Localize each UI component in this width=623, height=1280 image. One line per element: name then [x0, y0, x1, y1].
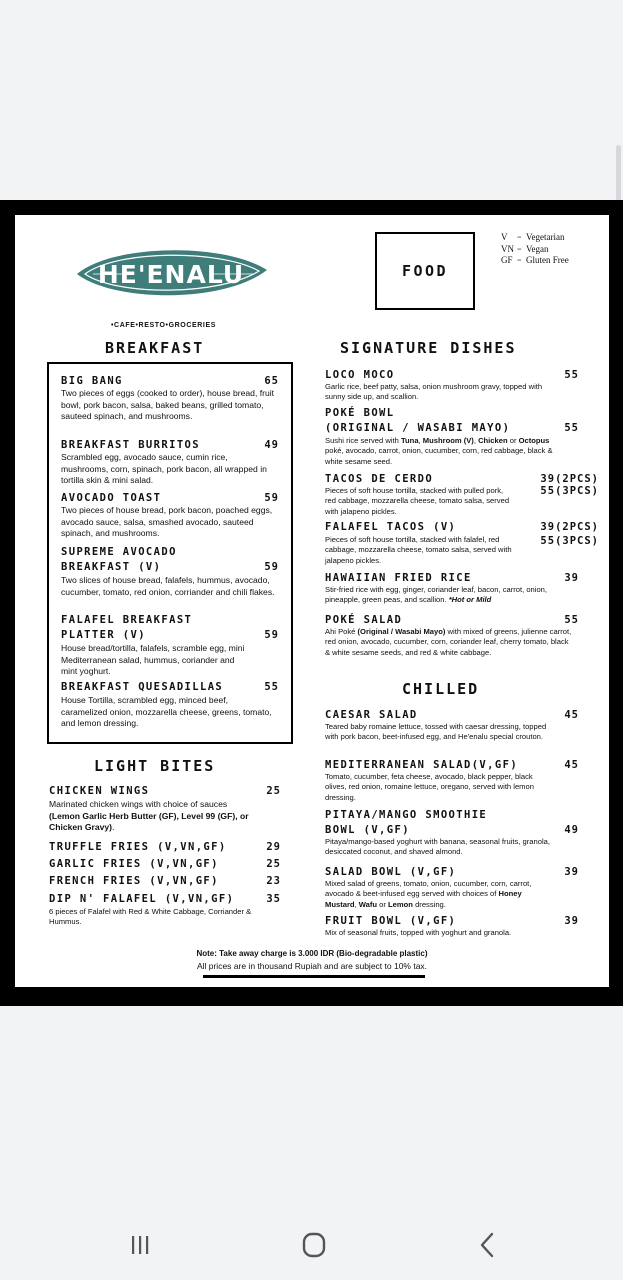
menu-item-desc: Two slices of house bread, falafels, hummus, avocado, cucumber, tomato, red onion, corriander and chili flakes. — [61, 575, 275, 597]
menu-item-name-line2: BOWL (V,GF) — [325, 824, 410, 836]
breakfast-box — [47, 362, 293, 744]
recent-apps-icon — [128, 1233, 152, 1257]
menu-item-price: 55(3PCS) — [540, 485, 599, 497]
menu-item-price: 55 — [264, 681, 279, 693]
menu-item-price: 55(3PCS) — [540, 535, 599, 547]
menu-item-desc: Ahi Poké (Original / Wasabi Mayo) with mixed of greens, julienne carrot, red onion, avocado, cucumber, corn, coriander leaf, cherry tomato, black & white sesame seeds, and red & white cabbage. — [325, 627, 572, 657]
home-icon — [301, 1232, 327, 1258]
legend-value: Gluten Free — [526, 255, 569, 265]
signature-heading: SIGNATURE DISHES — [340, 339, 517, 357]
menu-item-desc: Two pieces of eggs (cooked to order), house bread, fruit bowl, pork bacon, salsa, baked beans, grilled tomato, sauteed spinach, and mushrooms. — [61, 388, 275, 422]
menu-item-desc: Tomato, cucumber, feta cheese, avocado, black pepper, black olives, red onion, romaine lettuce, oregano, served with lemon dressing. — [325, 772, 534, 802]
menu-item-desc: Pitaya/mango-based yoghurt with banana, seasonal fruits, granola, desiccated coconut, and shaved almond. — [325, 837, 550, 857]
legend-key: GF — [501, 255, 513, 265]
menu-item-name: MEDITERRANEAN SALAD(V,GF) — [325, 759, 519, 771]
menu-item-price: 35 — [266, 893, 281, 905]
menu-item-price: 55 — [564, 422, 579, 434]
menu-item-name: FALAFEL TACOS (V) — [325, 521, 457, 533]
menu-item-name: CAESAR SALAD — [325, 709, 418, 721]
menu-item-price: 39(2PCS) — [540, 473, 599, 485]
menu-item-name: PITAYA/MANGO SMOOTHIE — [325, 809, 488, 821]
menu-item-name: BREAKFAST QUESADILLAS — [61, 681, 224, 693]
menu-item-price: 55 — [564, 369, 579, 381]
menu-item-price: 45 — [564, 759, 579, 771]
menu-item-desc: Scrambled egg, avocado sauce, cumin rice, mushrooms, corn, spinach, pork bacon, all wrapped in tortilla skin & mini salad. — [61, 452, 267, 486]
menu-item-desc: Garlic rice, beef patty, salsa, onion mushroom gravy, topped with sunny side up, and scallion. — [325, 382, 543, 402]
menu-item-price: 59 — [264, 561, 279, 573]
menu-item-price: 39 — [564, 866, 579, 878]
menu-item-name: FRUIT BOWL (V,GF) — [325, 915, 457, 927]
menu-item-desc: Mixed salad of greens, tomato, onion, cucumber, corn, carrot, avocado & beet-infused egg served with choices of Honey Mustard, Wafu or Lemon dressing. — [325, 879, 532, 909]
menu-item-price: 39 — [564, 915, 579, 927]
legend-value: Vegetarian — [526, 232, 565, 242]
menu-item-price: 45 — [564, 709, 579, 721]
navigation-bar — [0, 1210, 623, 1280]
menu-item-desc: Teared baby romaine lettuce, tossed with caesar dressing, topped with pork bacon, beet-infused egg, and He'enalu special crouton. — [325, 722, 547, 742]
menu-image-frame — [0, 200, 623, 1006]
menu-item-name: FALAFEL BREAKFAST — [61, 614, 193, 626]
menu-item-name: POKÉ BOWL — [325, 407, 395, 419]
food-title-box — [375, 232, 475, 310]
food-title: FOOD — [401, 262, 449, 280]
menu-item-desc: Pieces of soft house tortilla, stacked with falafel, red cabbage, mozzarella cheese, tomato salsa, served with jalapeno pickles. — [325, 535, 512, 565]
menu-item-name: HAWAIIAN FRIED RICE — [325, 572, 472, 584]
menu-item-price: 49 — [564, 824, 579, 836]
menu-sheet — [15, 215, 609, 987]
logo-brand: HE'ENALU — [97, 260, 245, 289]
tax-note: All prices are in thousand Rupiah and are subject to 10% tax. — [196, 961, 428, 971]
menu-item-name: BREAKFAST BURRITOS — [61, 439, 200, 451]
legend-key: VN — [501, 243, 514, 254]
menu-item-price: 65 — [264, 375, 279, 387]
menu-item-price: 25 — [266, 858, 281, 870]
menu-item-price: 59 — [264, 629, 279, 641]
menu-item-price: 29 — [266, 841, 281, 853]
menu-item-price: 23 — [266, 875, 281, 887]
menu-item-name: POKÉ SALAD — [325, 614, 403, 626]
takeaway-note: Note: Take away charge is 3.000 IDR (Bio-degradable plastic) — [196, 949, 428, 958]
menu-item-desc: Sushi rice served with Tuna, Mushroom (V), Chicken or Octopus poké, avocado, carrot, onion, cucumber, corn, red cabbage, black & white sesame seed. — [325, 436, 553, 466]
back-icon — [476, 1232, 500, 1258]
menu-item-desc: Marinated chicken wings with choice of sauces (Lemon Garlic Herb Butter (GF), Level 99 (GF), or Chicken Gravy). — [49, 799, 249, 833]
menu-item-name: AVOCADO TOAST — [61, 492, 162, 504]
menu-item-name: CHICKEN WINGS — [49, 785, 150, 797]
menu-item-price: 39(2PCS) — [540, 521, 599, 533]
recent-apps-button[interactable] — [120, 1230, 160, 1260]
menu-item-name: DIP N' FALAFEL (V,VN,GF) — [49, 893, 235, 905]
menu-item-name-line2: BREAKFAST (V) — [61, 561, 162, 573]
menu-item-name-line2: (ORIGINAL / WASABI MAYO) — [325, 422, 511, 434]
menu-item-price: 49 — [264, 439, 279, 451]
menu-item-price: 59 — [264, 492, 279, 504]
menu-item-price: 55 — [564, 614, 579, 626]
menu-item-desc: House Tortilla, scrambled egg, minced beef, caramelized onion, mozzarella cheese, greens, tomato, and lemon dressing. — [61, 695, 272, 729]
menu-item-desc: Mix of seasonal fruits, topped with yoghurt and granola. — [325, 928, 512, 937]
menu-item-name: LOCO MOCO — [325, 369, 395, 381]
divider — [203, 975, 425, 978]
menu-item-price: 25 — [266, 785, 281, 797]
light-bites-heading: LIGHT BITES — [94, 757, 216, 775]
menu-item-desc: 6 pieces of Falafel with Red & White Cabbage, Corriander & Hummus. — [49, 907, 252, 927]
back-button[interactable] — [468, 1230, 508, 1260]
menu-item-name: TRUFFLE FRIES (V,VN,GF) — [49, 841, 227, 853]
chilled-heading: CHILLED — [402, 680, 480, 698]
menu-item-desc: Stir-fried rice with egg, ginger, coriander leaf, bacon, carrot, onion, pineapple, green peas, and scallion. *Hot or Mild — [325, 585, 548, 605]
diet-legend: V = Vegetarian VN = Vegan GF = Gluten Free — [501, 232, 569, 265]
menu-item-name: SALAD BOWL (V,GF) — [325, 866, 457, 878]
menu-item-price: 39 — [564, 572, 579, 584]
legend-value: Vegan — [526, 243, 549, 254]
menu-item-name: GARLIC FRIES (V,VN,GF) — [49, 858, 219, 870]
home-button[interactable] — [294, 1230, 334, 1260]
menu-item-name: BIG BANG — [61, 375, 123, 387]
menu-item-name-line2: PLATTER (V) — [61, 629, 146, 641]
breakfast-heading: BREAKFAST — [105, 339, 205, 357]
logo-tagline: •CAFE•RESTO•GROCERIES — [111, 322, 217, 329]
menu-item-desc: Pieces of soft house tortilla, stacked with pulled pork, red cabbage, mozzarella cheese, tomato salsa, served with jalapeno pickles. — [325, 486, 510, 516]
legend-key: V — [501, 232, 508, 242]
menu-item-name: FRENCH FRIES (V,VN,GF) — [49, 875, 219, 887]
menu-item-desc: House bread/tortilla, falafels, scramble egg, mini Mediterranean salad, hummus, coriander and mint yoghurt. — [61, 643, 245, 677]
menu-item-desc: Two pieces of house bread, pork bacon, poached eggs, avocado sauce, salsa, smashed avocado, sauteed spinach, and mushrooms. — [61, 505, 273, 539]
logo — [73, 238, 269, 315]
menu-item-name: SUPREME AVOCADO — [61, 546, 177, 558]
menu-item-name: TACOS DE CERDO — [325, 473, 434, 485]
